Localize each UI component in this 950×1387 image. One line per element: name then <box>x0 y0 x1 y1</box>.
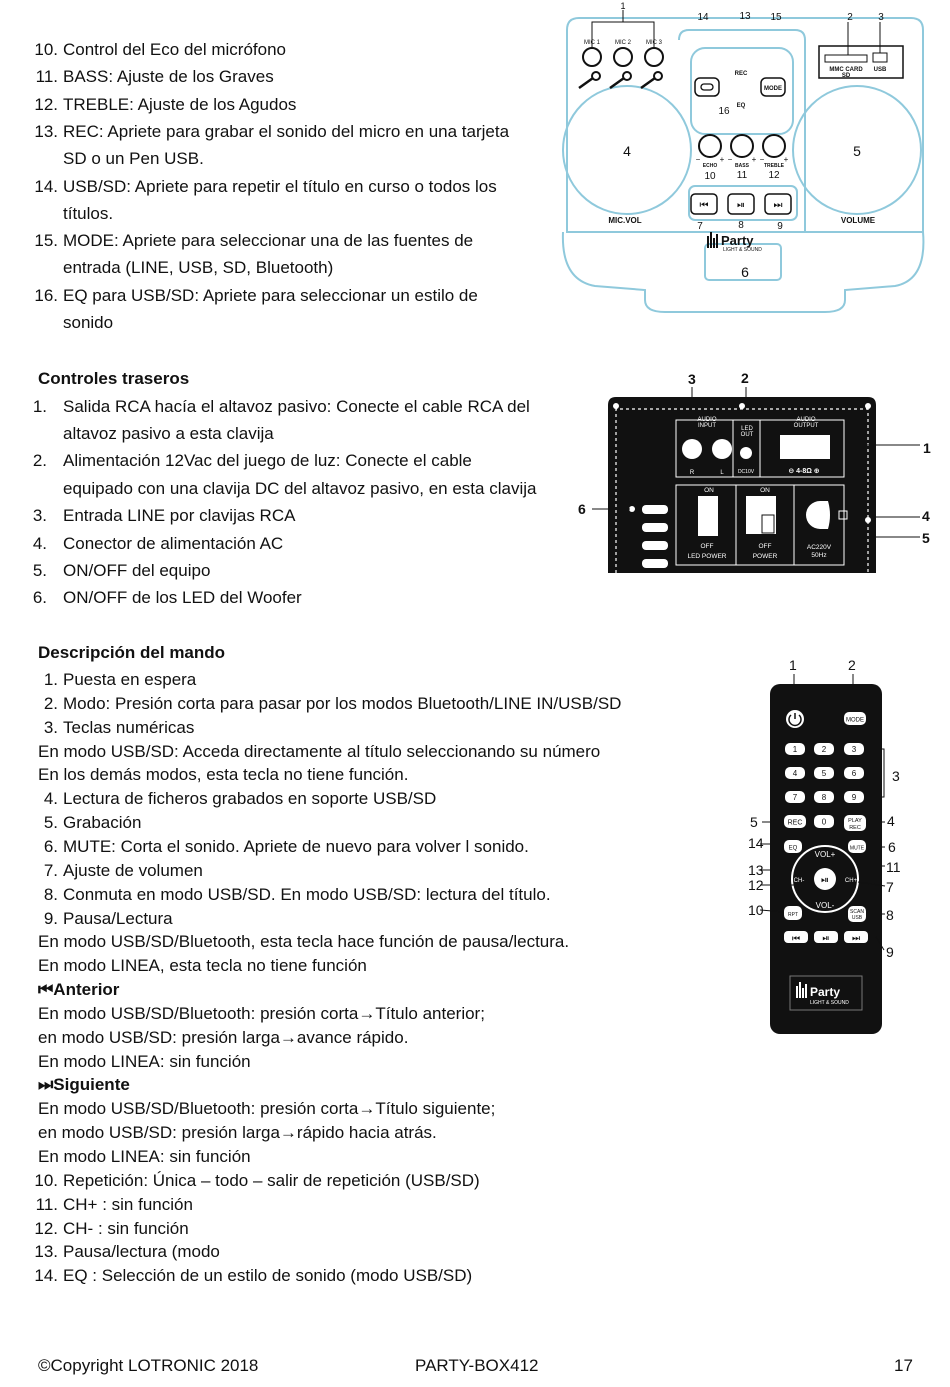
top-list-text: SD o un Pen USB. <box>63 149 204 169</box>
rec-label: REC <box>734 71 748 77</box>
remote-callout-9: 9 <box>886 944 894 960</box>
remote-list-number: 9. <box>43 908 58 928</box>
rear-callout-6: 6 <box>578 501 586 517</box>
footer-model: PARTY-BOX412 <box>415 1356 539 1375</box>
svg-text:⏮: ⏮ <box>791 933 801 943</box>
remote-callout-14: 14 <box>748 835 764 851</box>
remote-callout-5: 5 <box>750 814 758 830</box>
remote-callout-7: 7 <box>886 879 894 895</box>
svg-text:MODE: MODE <box>846 717 864 724</box>
rear-list-text: ON/OFF del equipo <box>63 560 211 580</box>
prev-key <box>784 931 808 943</box>
echo-label: ECHO <box>702 163 718 169</box>
remote-list-text: Ajuste de volumen <box>63 860 203 880</box>
remote-list-number: 14. <box>34 1266 58 1286</box>
top-list-text: REC: Apriete para grabar el sonido del micro en una tarjeta <box>63 121 510 141</box>
svg-text:Party: Party <box>810 985 841 999</box>
svg-text:ON: ON <box>704 487 714 494</box>
remote-list-text: En los demás modos, esta tecla no tiene función. <box>38 765 409 785</box>
svg-text:OUTPUT: OUTPUT <box>793 423 819 429</box>
mute-key <box>848 840 866 853</box>
top-list-text: entrada (LINE, USB, SD, Bluetooth) <box>63 258 334 278</box>
svg-text:+: + <box>719 155 725 164</box>
svg-text:MUTE: MUTE <box>849 845 865 852</box>
remote-list-number: 12. <box>34 1218 58 1238</box>
footer-page-number: 17 <box>894 1356 913 1375</box>
power-key <box>786 710 804 728</box>
svg-text:⏯: ⏯ <box>822 933 830 943</box>
rear-panel-diagram <box>570 365 945 575</box>
rear-controls-title: Controles traseros <box>38 369 190 388</box>
vol-down-key: VOL- <box>815 901 835 910</box>
remote-list-text: Pausa/lectura (modo <box>63 1242 220 1262</box>
rear-list-text: ON/OFF de los LED del Woofer <box>63 588 302 608</box>
mode-key <box>844 712 866 725</box>
remote-list-text: En modo USB/SD: Acceda directamente al título seleccionando su número <box>38 741 601 761</box>
led-out-label: LED <box>741 426 753 432</box>
usb-label: USB <box>873 67 887 73</box>
rca-jack-l <box>712 439 732 459</box>
led-power-switch <box>698 496 718 536</box>
svg-text:RPT: RPT <box>788 912 798 918</box>
front-callout-3: 3 <box>878 12 884 23</box>
rear-list-number: 5. <box>32 560 47 580</box>
remote-callout-11: 11 <box>886 859 901 875</box>
svg-text:INPUT: INPUT <box>698 423 716 429</box>
svg-text:4: 4 <box>792 769 798 778</box>
front-callout-9: 9 <box>777 221 783 232</box>
rear-list-number: 3. <box>32 506 47 526</box>
footer-copyright: ©Copyright LOTRONIC 2018 <box>38 1356 259 1375</box>
remote-diagram <box>740 650 920 1040</box>
eq-key <box>784 840 802 853</box>
svg-text:5: 5 <box>821 769 827 778</box>
next-icon: ⏭ <box>773 200 783 211</box>
party-logo <box>707 232 762 253</box>
eq-label: EQ <box>736 103 746 109</box>
play-pause-key-icon: ⏯ <box>821 875 829 886</box>
rear-callout-3: 3 <box>688 371 696 387</box>
rear-callout-5: 5 <box>922 530 930 546</box>
front-callout-5: 5 <box>853 143 861 159</box>
rca-jack-r <box>682 439 702 459</box>
svg-text:3: 3 <box>851 745 857 754</box>
rear-list-text: Entrada LINE por clavijas RCA <box>63 506 296 526</box>
play-pause-icon: ⏯ <box>737 200 745 211</box>
rear-list-text: equipado con una clavija DC del altavoz pasivo, en esta clavija <box>63 478 537 498</box>
remote-list-text: EQ : Selección de un estilo de sonido (modo USB/SD) <box>63 1266 473 1286</box>
digit-key-5 <box>814 767 834 779</box>
remote-list-text: en modo USB/SD: presión larga→rápido hacia atrás. <box>38 1123 437 1143</box>
top-list-number: 13. <box>34 121 58 141</box>
remote-list-number: 11. <box>35 1194 58 1214</box>
remote-callout-1: 1 <box>789 657 797 673</box>
rear-list-text: Salida RCA hacía el altavoz pasivo: Conecte el cable RCA del <box>63 396 530 416</box>
top-list-text: USB/SD: Apriete para repetir el título en curso o todos los <box>63 176 497 196</box>
digit-key-1 <box>785 743 805 755</box>
front-callout-15: 15 <box>770 12 782 23</box>
svg-text:⏭: ⏭ <box>851 933 861 943</box>
svg-text:⊖ 4-8Ω ⊕: ⊖ 4-8Ω ⊕ <box>788 468 820 475</box>
remote-list-number: 3. <box>43 717 58 737</box>
remote-list-number: 6. <box>43 836 58 856</box>
top-list-text: BASS: Ajuste de los Graves <box>63 67 274 87</box>
svg-text:REC: REC <box>849 825 861 831</box>
remote-list-number: 2. <box>43 693 58 713</box>
front-callout-7: 7 <box>697 221 703 232</box>
front-callout-12: 12 <box>768 170 780 181</box>
mic2-label: MIC 2 <box>614 40 632 46</box>
remote-list-text: en modo USB/SD: presión larga→avance rápido. <box>38 1027 409 1047</box>
svg-text:7: 7 <box>792 793 798 802</box>
front-callout-13: 13 <box>739 11 751 22</box>
dc-jack <box>740 447 752 459</box>
svg-text:−: − <box>727 155 733 164</box>
svg-text:DC10V: DC10V <box>737 469 755 475</box>
front-callout-16: 16 <box>718 106 730 117</box>
digit-key-4 <box>785 767 805 779</box>
front-callout-8: 8 <box>738 220 744 231</box>
top-list-number: 12. <box>34 94 58 114</box>
svg-text:OFF: OFF <box>700 543 714 550</box>
svg-text:LIGHT & SOUND: LIGHT & SOUND <box>810 1000 849 1006</box>
ch-up-key: CH+ <box>844 878 858 884</box>
mic1-label: MIC 1 <box>583 40 601 46</box>
play-key <box>814 931 838 943</box>
repeat-key <box>784 906 802 920</box>
front-panel-diagram <box>555 0 930 318</box>
power-label: POWER <box>752 553 778 560</box>
remote-list-number: 4. <box>43 789 58 809</box>
top-list-text: EQ para USB/SD: Apriete para seleccionar un estilo de <box>63 285 478 305</box>
scan-usb-key <box>848 906 866 922</box>
top-list-number: 14. <box>34 176 58 196</box>
svg-text:50Hz: 50Hz <box>811 552 827 559</box>
remote-list-text: CH- : sin función <box>63 1218 189 1238</box>
rear-list-number: 6. <box>32 588 47 608</box>
front-callout-6: 6 <box>741 264 749 280</box>
remote-list-text: En modo LINEA: sin función <box>38 1051 251 1071</box>
top-list-number: 15. <box>34 231 58 251</box>
remote-list-text: Repetición: Única – todo – salir de repetición (USB/SD) <box>63 1170 480 1190</box>
svg-text:EQ: EQ <box>788 845 798 852</box>
rear-callout-2: 2 <box>741 370 749 386</box>
led-power-label: LED POWER <box>687 553 727 560</box>
top-list-text: sonido <box>63 313 114 332</box>
remote-list-text: CH+ : sin función <box>63 1194 193 1214</box>
svg-text:−: − <box>695 155 701 164</box>
audio-input-label: AUDIO <box>697 417 717 423</box>
svg-text:OUT: OUT <box>740 432 754 438</box>
remote-callout-6: 6 <box>888 839 896 855</box>
top-list-text: MODE: Apriete para seleccionar una de las fuentes de <box>63 231 474 251</box>
front-callout-14: 14 <box>697 12 709 23</box>
svg-text:2: 2 <box>821 745 827 754</box>
digit-key-3 <box>844 743 864 755</box>
remote-list-number: 8. <box>43 884 58 904</box>
rec-key <box>784 815 806 828</box>
rear-list-text: Conector de alimentación AC <box>63 533 284 553</box>
rear-list-number: 2. <box>32 451 47 471</box>
svg-text:OFF: OFF <box>758 543 772 550</box>
svg-text:1: 1 <box>792 745 798 754</box>
digit-key-6 <box>844 767 864 779</box>
remote-list-text: Modo: Presión corta para pasar por los modos Bluetooth/LINE IN/USB/SD <box>63 693 622 713</box>
treble-label: TREBLE <box>764 163 784 169</box>
remote-list-number: 5. <box>43 813 58 833</box>
bass-label: BASS <box>735 163 749 169</box>
svg-text:8: 8 <box>821 793 827 802</box>
remote-list-text: Conmuta en modo USB/SD. En modo USB/SD: lectura del título. <box>63 884 551 904</box>
remote-list-number: 10. <box>34 1170 58 1190</box>
remote-description-title: Descripción del mando <box>38 643 226 662</box>
remote-list-text: En modo USB/SD/Bluetooth, esta tecla hace función de pausa/lectura. <box>38 932 570 952</box>
remote-list-text: En modo USB/SD/Bluetooth: presión corta→Título anterior; <box>38 1003 485 1023</box>
svg-text:−: − <box>759 155 765 164</box>
remote-callout-12: 12 <box>748 877 764 893</box>
svg-text:L: L <box>720 470 724 476</box>
prev-icon: ⏮ <box>699 200 709 211</box>
front-callout-11: 11 <box>736 170 748 181</box>
mmc-label: MMC CARD <box>829 67 863 73</box>
rear-list-text: Alimentación 12Vac del juego de luz: Conecte el cable <box>63 451 472 471</box>
svg-text:9: 9 <box>851 793 857 802</box>
top-list-text: Control del Eco del micrófono <box>63 40 287 59</box>
remote-callout-10: 10 <box>748 902 764 918</box>
rear-list-number: 1. <box>32 396 47 416</box>
ac-label: AC220V <box>806 544 832 551</box>
svg-text:+: + <box>751 155 757 164</box>
remote-list-text: Lectura de ficheros grabados en soporte USB/SD <box>63 789 437 809</box>
remote-list-number: 7. <box>43 860 58 880</box>
svg-text:R: R <box>689 470 695 476</box>
rear-callout-4: 4 <box>922 508 930 524</box>
remote-list-number: 13. <box>34 1242 58 1262</box>
svg-text:LIGHT & SOUND: LIGHT & SOUND <box>723 247 762 253</box>
remote-callout-13: 13 <box>748 862 764 878</box>
top-list-text: títulos. <box>63 203 114 223</box>
volume-label: VOLUME <box>840 216 876 225</box>
remote-list-text: Grabación <box>63 813 142 833</box>
remote-list-number: 1. <box>43 670 58 689</box>
remote-list-text: En modo USB/SD/Bluetooth: presión corta→Título siguiente; <box>38 1099 496 1119</box>
top-list-number: 16. <box>34 285 58 305</box>
top-list-text: TREBLE: Ajuste de los Agudos <box>63 94 297 114</box>
front-callout-1: 1 <box>620 1 626 11</box>
svg-text:SCAN: SCAN <box>850 909 864 915</box>
mic-jacks <box>579 48 663 88</box>
svg-text:PLAY: PLAY <box>848 818 862 824</box>
next-key <box>844 931 868 943</box>
svg-text:ON: ON <box>760 487 770 494</box>
speaker-terminal <box>780 435 830 459</box>
play-rec-key <box>844 815 866 831</box>
svg-text:REC: REC <box>787 819 803 827</box>
svg-text:+: + <box>783 155 789 164</box>
remote-list-text: Teclas numéricas <box>63 717 195 737</box>
top-list-number: 10. <box>34 40 58 59</box>
d-pad <box>792 846 858 912</box>
rear-list-number: 4. <box>32 533 47 553</box>
svg-text:USB: USB <box>851 915 863 921</box>
remote-list-text: MUTE: Corta el sonido. Apriete de nuevo para volver l sonido. <box>63 836 529 856</box>
mode-label: MODE <box>764 86 782 92</box>
front-callout-10: 10 <box>704 171 716 182</box>
digit-key-8 <box>814 791 834 803</box>
remote-callout-3: 3 <box>892 768 900 784</box>
svg-text:Party: Party <box>721 233 754 248</box>
remote-callout-2: 2 <box>848 657 856 673</box>
remote-list-text: ⏮Anterior <box>38 980 120 1000</box>
sd-label: SD <box>841 73 851 79</box>
front-callout-4: 4 <box>623 143 631 159</box>
digit-key-7 <box>785 791 805 803</box>
front-callout-2: 2 <box>847 12 853 23</box>
remote-list-text: Puesta en espera <box>63 670 197 689</box>
audio-output-label: AUDIO <box>796 417 816 423</box>
remote-callout-8: 8 <box>886 907 894 923</box>
svg-text:6: 6 <box>851 769 857 778</box>
zero-key <box>814 815 834 828</box>
digit-key-9 <box>844 791 864 803</box>
rear-callout-1: 1 <box>923 440 931 456</box>
vol-up-key: VOL+ <box>814 850 836 859</box>
svg-text:0: 0 <box>821 817 827 827</box>
remote-list-text: En modo LINEA: sin función <box>38 1147 251 1166</box>
remote-callout-4: 4 <box>887 813 895 829</box>
mic3-label: MIC 3 <box>645 40 663 46</box>
rear-list-text: altavoz pasivo a esta clavija <box>63 423 274 443</box>
top-list-number: 11. <box>35 67 58 87</box>
remote-list-text: ⏭Siguiente <box>38 1075 130 1095</box>
digit-key-2 <box>814 743 834 755</box>
ch-down-key: CH- <box>793 878 805 884</box>
remote-list-text: En modo LINEA, esta tecla no tiene función <box>38 956 367 976</box>
remote-list-text: Pausa/Lectura <box>63 908 173 928</box>
micvol-label: MIC.VOL <box>608 216 642 225</box>
